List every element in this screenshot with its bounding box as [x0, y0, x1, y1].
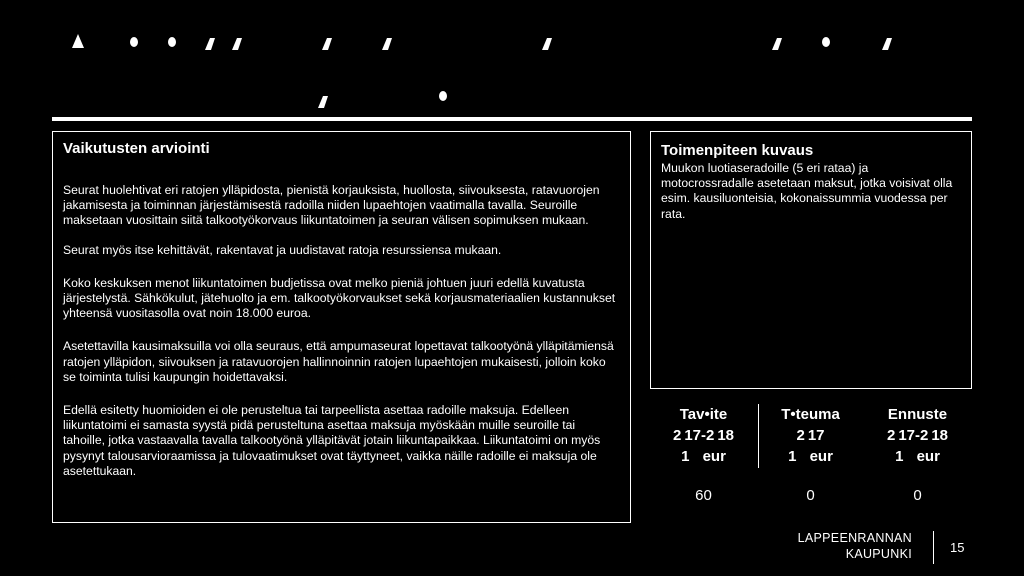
title-artifact-graphic: [60, 30, 960, 110]
impact-heading: Vaikutusten arviointi: [63, 140, 210, 157]
org-line: LAPPEENRANNAN: [797, 531, 912, 545]
column-value: 0: [806, 487, 815, 504]
measure-heading: Toimenpiteen kuvaus: [661, 142, 814, 159]
budget-column-target: [650, 404, 757, 504]
budget-summary: [650, 404, 972, 514]
impact-paragraph: Koko keskuksen menot liikuntatoimen budjetissa ovat melko pieniä johtuen juuri edellä kuvatusta järjestelystä. Sähkökulut, jätehuolto ja em. talkootyökorvaukset sekä korjausmateriaalien kustannukset yhteensä vuositasolla ovat noin 18.000 euroa.: [63, 275, 616, 321]
measure-text: Muukon luotiaseradoille (5 eri rataa) ja motocrossradalle asetetaan maksut, jotka voisivat olla esim. kausiluonteisia, kokonaissummia vuodessa per rata.: [661, 161, 953, 221]
column-unit: 1 eur: [788, 448, 833, 465]
column-label: Ennuste: [887, 406, 948, 423]
impact-paragraph: Asetettavilla kausimaksuilla voi olla seuraus, että ampumaseurat lopettavat talkootyönä ylläpitämiensä ratojen ylläpidon, siivouksen ja ratavuorojen hallinnoinnin ratojen lupaehtojen mukaisesti, jolloin koko se toiminta tulisi kaupungin hoidettavaksi.: [63, 339, 614, 384]
impact-paragraph: Seurat myös itse kehittävät, rakentavat ja uudistavat ratoja resurssiensa mukaan.: [63, 242, 502, 257]
org-line: KAUPUNKI: [845, 547, 912, 561]
column-value: 0: [913, 487, 922, 504]
column-period: 2 17: [796, 427, 825, 444]
budget-column-forecast: [864, 404, 971, 504]
impact-paragraph: Seurat huolehtivat eri ratojen ylläpidosta, pienistä korjauksista, huollosta, siivouksesta, ratavuorojen jakamisesta ja toiminnan järjestämisestä radoilla niiden lupaehtojen vaatimalla tavalla. Seuroille maksetaan vuosittain siitä talkootyökorvaus liikuntatoimen ja seuran välisen sopimuksen mukaan.: [63, 183, 600, 228]
column-value: 60: [695, 487, 712, 504]
title-rule: [52, 117, 972, 121]
footer-divider: [933, 531, 934, 564]
column-label: T•teuma: [781, 406, 840, 423]
column-unit: 1 eur: [895, 448, 940, 465]
column-period: 2 17-2 18: [886, 427, 949, 444]
page-number: 15: [950, 540, 965, 555]
organization-name: [760, 530, 912, 562]
impact-assessment-panel: [52, 131, 631, 523]
impact-paragraph: Edellä esitetty huomioiden ei ole perusteltua tai tarpeellista asettaa radoille maksuja. Edelleen liikuntatoimi ei samasta syystä pidä perusteltuna asettaa maksuja myöskään muille seuroille tai tahoille, jotka vastaavalla tavalla talkootyönä ylläpitävät jotain liikuntapaikkaa. Liikuntatoimi on myös pysynyt talousarvioraamissa ja tulovaatimukset ovat täyttyneet, vaikka näille radoille ei maksuja ole asetettukaan.: [63, 403, 601, 478]
column-period: 2 17-2 18: [672, 427, 735, 444]
measure-description-panel: [650, 131, 972, 389]
budget-column-actual: [757, 404, 864, 504]
column-unit: 1 eur: [681, 448, 726, 465]
column-label: Tav•ite: [679, 406, 728, 423]
